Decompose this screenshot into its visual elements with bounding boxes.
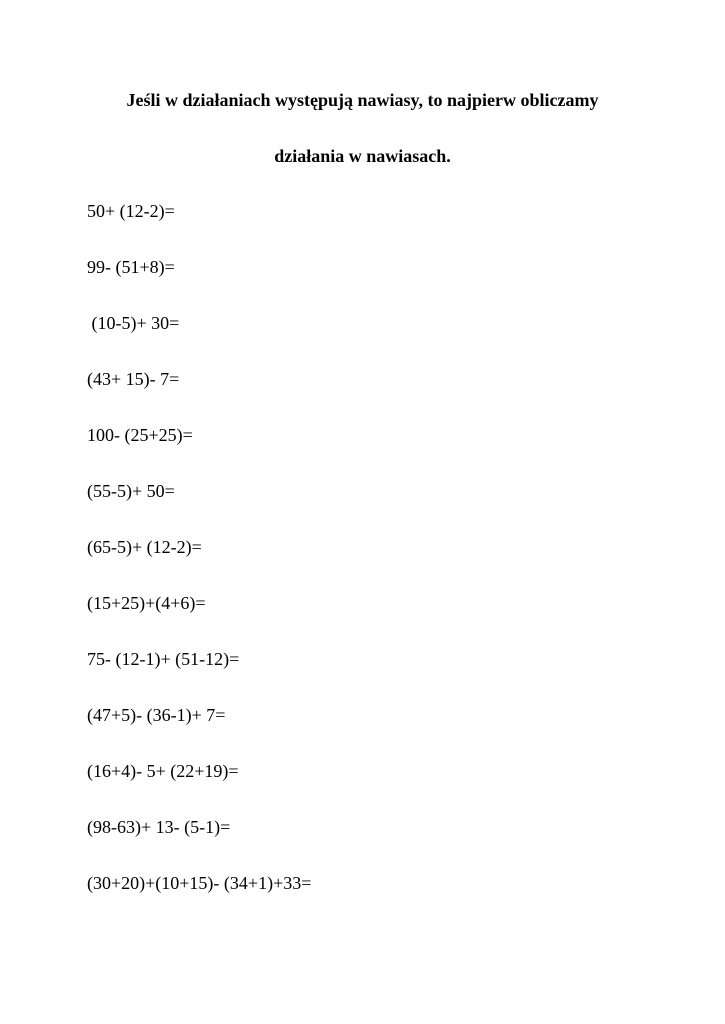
exercise-12: (98-63)+ 13- (5-1)= xyxy=(87,817,231,837)
instruction-heading-line-2: działania w nawiasach. xyxy=(274,146,451,166)
exercise-2: 99- (51+8)= xyxy=(87,257,175,277)
exercise-13: (30+20)+(10+15)- (34+1)+33= xyxy=(87,873,312,893)
exercise-5: 100- (25+25)= xyxy=(87,425,193,445)
exercise-1: 50+ (12-2)= xyxy=(87,201,175,221)
exercise-7: (65-5)+ (12-2)= xyxy=(87,537,202,557)
exercise-11: (16+4)- 5+ (22+19)= xyxy=(87,761,239,781)
instruction-heading-line-1: Jeśli w działaniach występują nawiasy, to najpierw obliczamy xyxy=(126,90,599,110)
exercise-8: (15+25)+(4+6)= xyxy=(87,593,206,613)
exercise-9: 75- (12-1)+ (51-12)= xyxy=(87,649,240,669)
exercise-3: (10-5)+ 30= xyxy=(87,313,180,333)
exercise-4: (43+ 15)- 7= xyxy=(87,369,180,389)
exercise-6: (55-5)+ 50= xyxy=(87,481,175,501)
exercise-10: (47+5)- (36-1)+ 7= xyxy=(87,705,226,725)
